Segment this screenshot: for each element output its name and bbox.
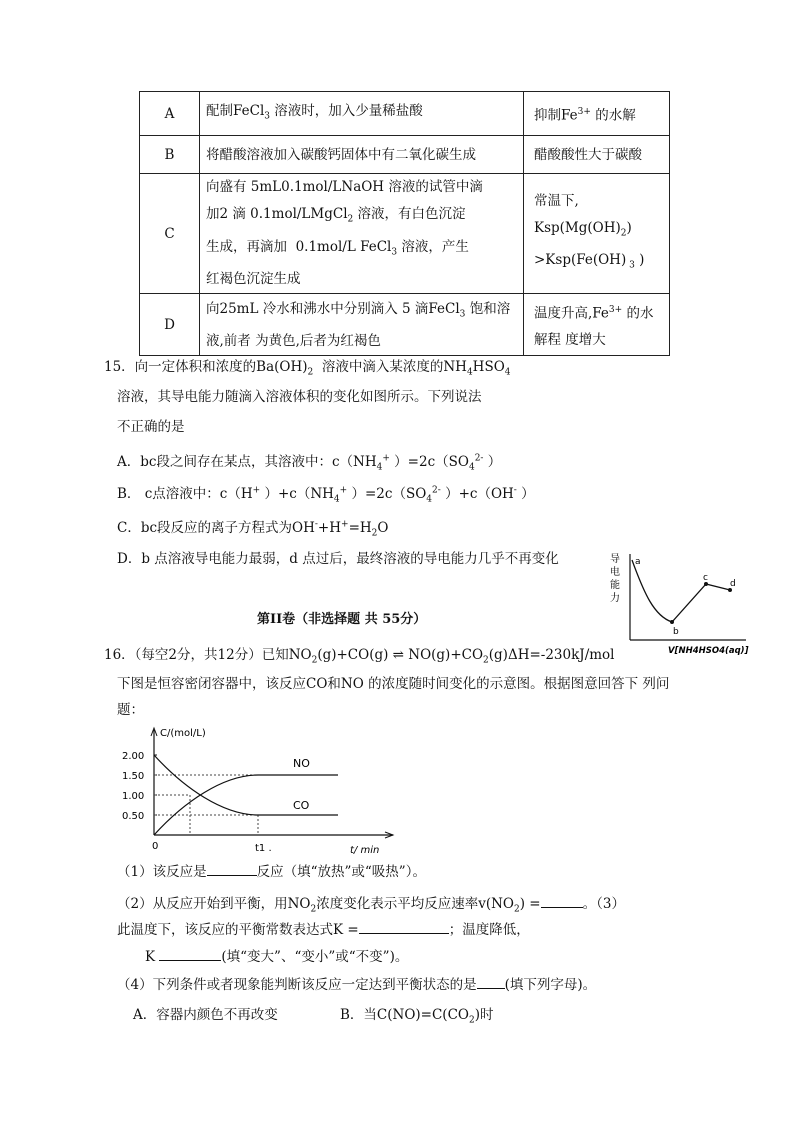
row-label: C <box>140 174 200 294</box>
y-tick-label: 2.00 <box>122 751 145 762</box>
desc-line: 液,前者 为黄色,后者为红褐色 <box>206 332 381 349</box>
row-desc <box>200 294 524 356</box>
q16-option-b: B．当$C(NO)=C(CO_2)$时 <box>340 1007 494 1026</box>
q16-sub3-k <box>145 945 408 965</box>
row-label: B <box>140 136 200 174</box>
row-label: A <box>140 92 200 136</box>
sub2-suffix: 。（3） <box>582 896 625 912</box>
ylabel-char: 导 <box>610 554 620 565</box>
row-desc: 配制FeCl$_3$ 溶液时，加入少量稀盐酸 <box>200 92 524 136</box>
desc-line: 生成，再滴加 0.1mol/L FeCl$_3$ 溶液，产生 <box>206 238 469 258</box>
q15-option-b: B． c点溶液中：c（H+ ）$+c(NH_4^+$ ）$=2c(SO_4^{2-}$ ）+c（OH- ） <box>117 485 535 505</box>
conclusion-line: >Ksp(Fe(OH) $_3$ ) <box>534 252 645 271</box>
experiment-table <box>139 91 670 356</box>
row-conclusion: 抑制$Fe^{3+}$ 的水解 <box>524 92 670 136</box>
table-row <box>140 136 670 174</box>
y-tick-label: 1.50 <box>122 771 145 782</box>
label-d: d <box>730 579 736 589</box>
answer-blank-2[interactable] <box>541 895 583 908</box>
table-row <box>140 174 670 294</box>
answer-blank-3[interactable] <box>359 921 449 934</box>
row-label: D <box>140 294 200 356</box>
q16-stem-line1: 16．（每空2分，共12分）已知$NO_2(g)+CO(g)$ ⇌ $NO(g)+CO_2(g)\Delta H=-230kJ$/mol <box>104 647 615 666</box>
section-heading: 第II卷（非选择题 共 55分） <box>257 612 427 627</box>
conductivity-curve <box>632 560 730 622</box>
series-line-no <box>154 775 338 835</box>
k-label: K <box>145 949 156 965</box>
sub4-suffix: (填下列字母)。 <box>504 977 597 993</box>
answer-blank-1[interactable] <box>207 863 257 876</box>
q16-sub4 <box>117 973 596 993</box>
x-tick-label: t1 . <box>255 843 272 854</box>
label-a: a <box>635 557 641 567</box>
q16-stem-line2: 下图是恒容密闭容器中，该反应CO和NO 的浓度随时间变化的示意图。根据图意回答下 列问 <box>117 676 670 692</box>
series-label-co: CO <box>293 799 310 812</box>
chart-x-label: t/ min <box>350 845 380 856</box>
desc-line: 加2 滴 0.1mol/LMgCl$_2$ 溶液，有白色沉淀 <box>206 206 466 225</box>
desc-line: 红褐色沉淀生成 <box>206 271 301 288</box>
row-conclusion <box>524 174 670 294</box>
x-tick-label: 0 <box>152 841 159 852</box>
q16-sub3 <box>117 918 530 938</box>
conductivity-graph <box>606 548 754 660</box>
point-b <box>670 620 674 624</box>
chart-y-label: C/(mol/L) <box>160 728 206 739</box>
graph-x-label: V[NH4HSO4(aq)] <box>668 646 749 656</box>
q16-stem-line3: 题： <box>117 702 144 718</box>
label-c: c <box>703 573 708 583</box>
table-row <box>140 92 670 136</box>
concentration-chart <box>118 722 408 857</box>
series-line-co <box>154 755 338 815</box>
desc-line: 向25mL 冷水和沸水中分别滴入 5 滴FeCl$_3$ 饱和溶 <box>206 301 511 320</box>
k-suffix: (填“变大”、“变小”或“不变”)。 <box>221 949 409 965</box>
label-b: b <box>673 627 679 637</box>
series-label-no: NO <box>293 757 310 770</box>
answer-blank-4[interactable] <box>159 948 221 961</box>
sub1-prefix: （1）该反应是 <box>117 864 207 880</box>
row-conclusion <box>524 294 670 356</box>
y-tick-label: 0.50 <box>122 811 145 822</box>
q15-stem-line1: 15．向一定体积和浓度的$Ba(OH)_2$ 溶液中滴入某浓度的$NH_4HSO_4$ <box>104 359 511 378</box>
q16-sub2: （2）从反应开始到平衡，用$NO_2$浓度变化表示平均反应速率$v(NO_2)$ = 。（3） <box>117 896 625 915</box>
desc-line: 向盛有 5mL0.1mol/LNaOH 溶液的试管中滴 <box>206 179 483 195</box>
q15-option-d: D．b 点溶液导电能力最弱，d 点过后，最终溶液的导电能力几乎不再变化 <box>117 551 559 567</box>
conclusion-line: $Ksp(Mg(OH)_2)$ <box>534 219 632 239</box>
answer-blank-5[interactable] <box>477 976 505 989</box>
conclusion-line: 解程 度增大 <box>534 331 606 348</box>
q15-stem-line2: 溶液，其导电能力随滴入溶液体积的变化如图所示。下列说法 <box>117 389 482 405</box>
row-desc: 将醋酸溶液加入碳酸钙固体中有二氧化碳生成 <box>200 136 524 174</box>
ylabel-char: 电 <box>610 567 620 578</box>
conclusion-line: 常温下, <box>534 192 579 209</box>
y-tick-label: 1.00 <box>122 791 145 802</box>
row-conclusion: 醋酸酸性大于碳酸 <box>524 136 670 174</box>
q16-sub1 <box>117 860 426 880</box>
sub1-suffix: 反应（填“放热”或“吸热”）。 <box>256 864 426 880</box>
sub3-prefix: 此温度下，该反应的平衡常数表达式K = <box>117 922 359 938</box>
q16-option-a: A．容器内颜色不再改变 <box>133 1007 278 1023</box>
ylabel-char: 能 <box>610 580 620 591</box>
q15-option-c: C．bc段反应的离子方程式为$OH^-+H^+=H_2O$ <box>117 519 389 539</box>
ylabel-char: 力 <box>610 593 620 604</box>
conclusion-line: 温度升高$,Fe^{3+}$ 的水 <box>534 305 654 322</box>
sub4-prefix: （4）下列条件或者现象能判断该反应一定达到平衡状态的是 <box>117 977 477 993</box>
row-desc <box>200 174 524 294</box>
sub3-suffix: ；温度降低， <box>448 922 530 938</box>
q15-option-a: A．bc段之间存在某点，其溶液中：$c(NH_4^+$ ）$=2c(SO_4^{2-}$ ） <box>117 453 502 473</box>
table-row <box>140 294 670 356</box>
q15-stem-line3: 不正确的是 <box>117 419 185 435</box>
